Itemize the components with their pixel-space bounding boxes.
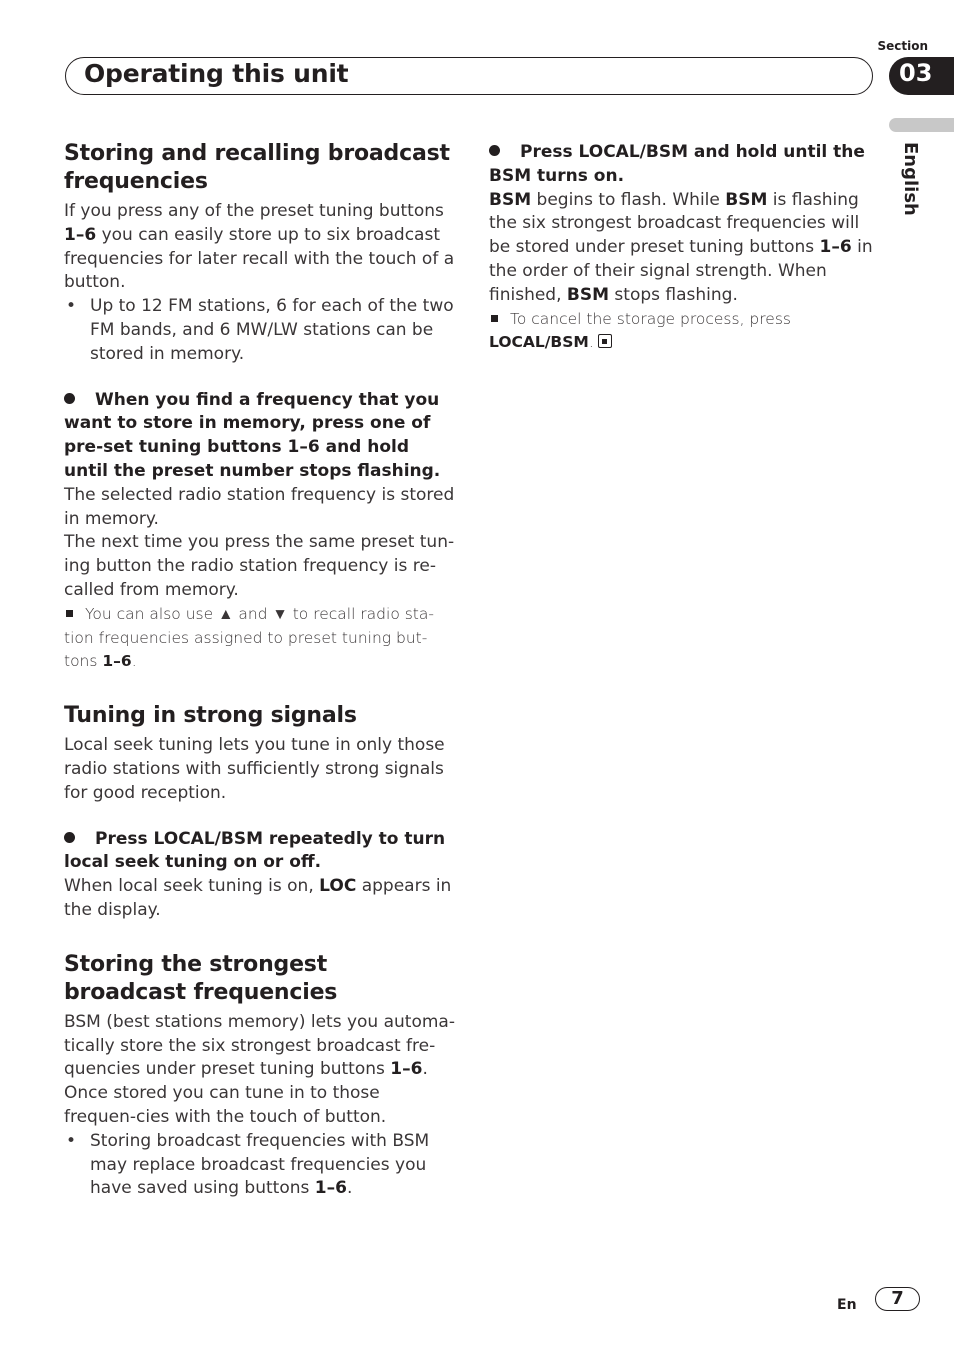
stored-para: The selected radio station frequency is stored in memory.: [64, 484, 455, 529]
bsm-text: stops flashing.: [609, 284, 738, 305]
bsm-intro-buttons: 1–6: [390, 1059, 423, 1080]
bsm-text: is flashing the six strongest broadcast frequencies will be stored under preset tuning buttons: [489, 189, 860, 258]
storing-bullets: [64, 295, 456, 366]
step-store: [64, 389, 456, 484]
intro-text: If you press any of the preset tuning buttons: [64, 201, 444, 221]
bsm-text: in the order of their signal strength. When finished,: [489, 237, 873, 305]
note-button: LOCAL/BSM: [489, 333, 589, 352]
note-square-icon: [491, 315, 498, 322]
bsm-text: begins to flash. While: [531, 189, 726, 210]
heading-storing-recalling: Storing and recalling broadcast frequencies: [64, 141, 450, 194]
bullet-text: Storing broadcast frequencies with BSM may replace broadcast frequencies you have saved using buttons: [90, 1130, 430, 1199]
bullet-text: Up to 12 FM stations, 6 for each of the two FM bands, and 6 MW/LW stations can be stored in memory.: [90, 296, 454, 364]
section-label: Section: [877, 39, 928, 53]
step-bullet-icon: [64, 393, 75, 404]
list-item: [64, 1130, 456, 1201]
local-text-rest: appears in the display.: [64, 876, 452, 920]
bsm-intro-end: .: [422, 1059, 428, 1080]
bsm-buttons: 1–6: [819, 237, 852, 258]
note-buttons: 1–6: [102, 652, 132, 671]
footer-language: En: [837, 1297, 857, 1313]
note-square-icon: [66, 610, 73, 617]
bsm-intro-text: BSM (best stations memory) lets you automa-tically store the six strongest broadcast fre-quencies under preset tuning buttons: [64, 1011, 455, 1080]
bsm-intro: [64, 1011, 456, 1082]
bsm-bullets: [64, 1130, 456, 1201]
intro-text-rest: you can easily store up to six broadcast frequencies for later recall with the touch of a button.: [64, 224, 455, 293]
step-text: Press LOCAL/BSM repeatedly to turn local seek tuning on or off.: [64, 828, 446, 873]
bsm-flash-para: [489, 189, 881, 308]
note-text: To cancel the storage process, press: [510, 309, 791, 328]
bsm-para: Once stored you can tune in to those frequen-cies with the touch of button.: [64, 1083, 387, 1127]
section-number: 03: [899, 59, 933, 87]
page-title: Operating this unit: [84, 59, 349, 88]
note-end: .: [131, 652, 137, 671]
cancel-note: [489, 308, 881, 356]
tuning-intro: Local seek tuning lets you tune in only those radio stations with sufficiently strong signals for good reception.: [64, 735, 445, 803]
bullet-icon: •: [66, 1130, 77, 1151]
end-mark-icon: [598, 334, 612, 348]
page-number: 7: [875, 1287, 920, 1311]
heading-storing-strongest: Storing the strongest broadcast frequencies: [64, 951, 338, 1005]
bullet-buttons: 1–6: [314, 1178, 347, 1199]
language-tab: [889, 118, 954, 132]
storing-intro: [64, 200, 456, 295]
step-text: When you find a frequency that you want to store in memory, press one of pre-set tuning buttons 1–6 and hold until the preset number stops flashing.: [64, 389, 441, 481]
list-item: [64, 295, 456, 366]
note-text: You can also use ▲ and ▼ to recall radio sta-tion frequencies assigned to preset tuning but-tons: [64, 604, 434, 671]
intro-buttons: 1–6: [64, 224, 97, 245]
language-label: English: [900, 142, 921, 216]
recall-para: The next time you press the same preset tun-ing button the radio station frequency is re-called from memory.: [64, 532, 455, 600]
bullet-end: .: [346, 1178, 353, 1199]
step-local: [64, 828, 456, 876]
left-column: [64, 140, 456, 1201]
step-bullet-icon: [489, 145, 500, 156]
note-end: .: [588, 333, 594, 352]
bsm-label: BSM: [566, 284, 610, 305]
right-column: [489, 141, 881, 355]
step-bullet-icon: [64, 832, 75, 843]
bsm-label: BSM: [489, 189, 532, 210]
loc-indicator: LOC: [319, 876, 357, 897]
recall-note: [64, 603, 456, 674]
heading-tuning-strong: Tuning in strong signals: [64, 703, 357, 729]
step-text: Press LOCAL/BSM and hold until the BSM turns on.: [489, 142, 865, 186]
step-bsm: [489, 141, 881, 189]
local-para: [64, 875, 456, 923]
bsm-label: BSM: [725, 189, 768, 210]
local-text: When local seek tuning is on,: [64, 876, 320, 897]
bullet-icon: •: [66, 296, 77, 317]
